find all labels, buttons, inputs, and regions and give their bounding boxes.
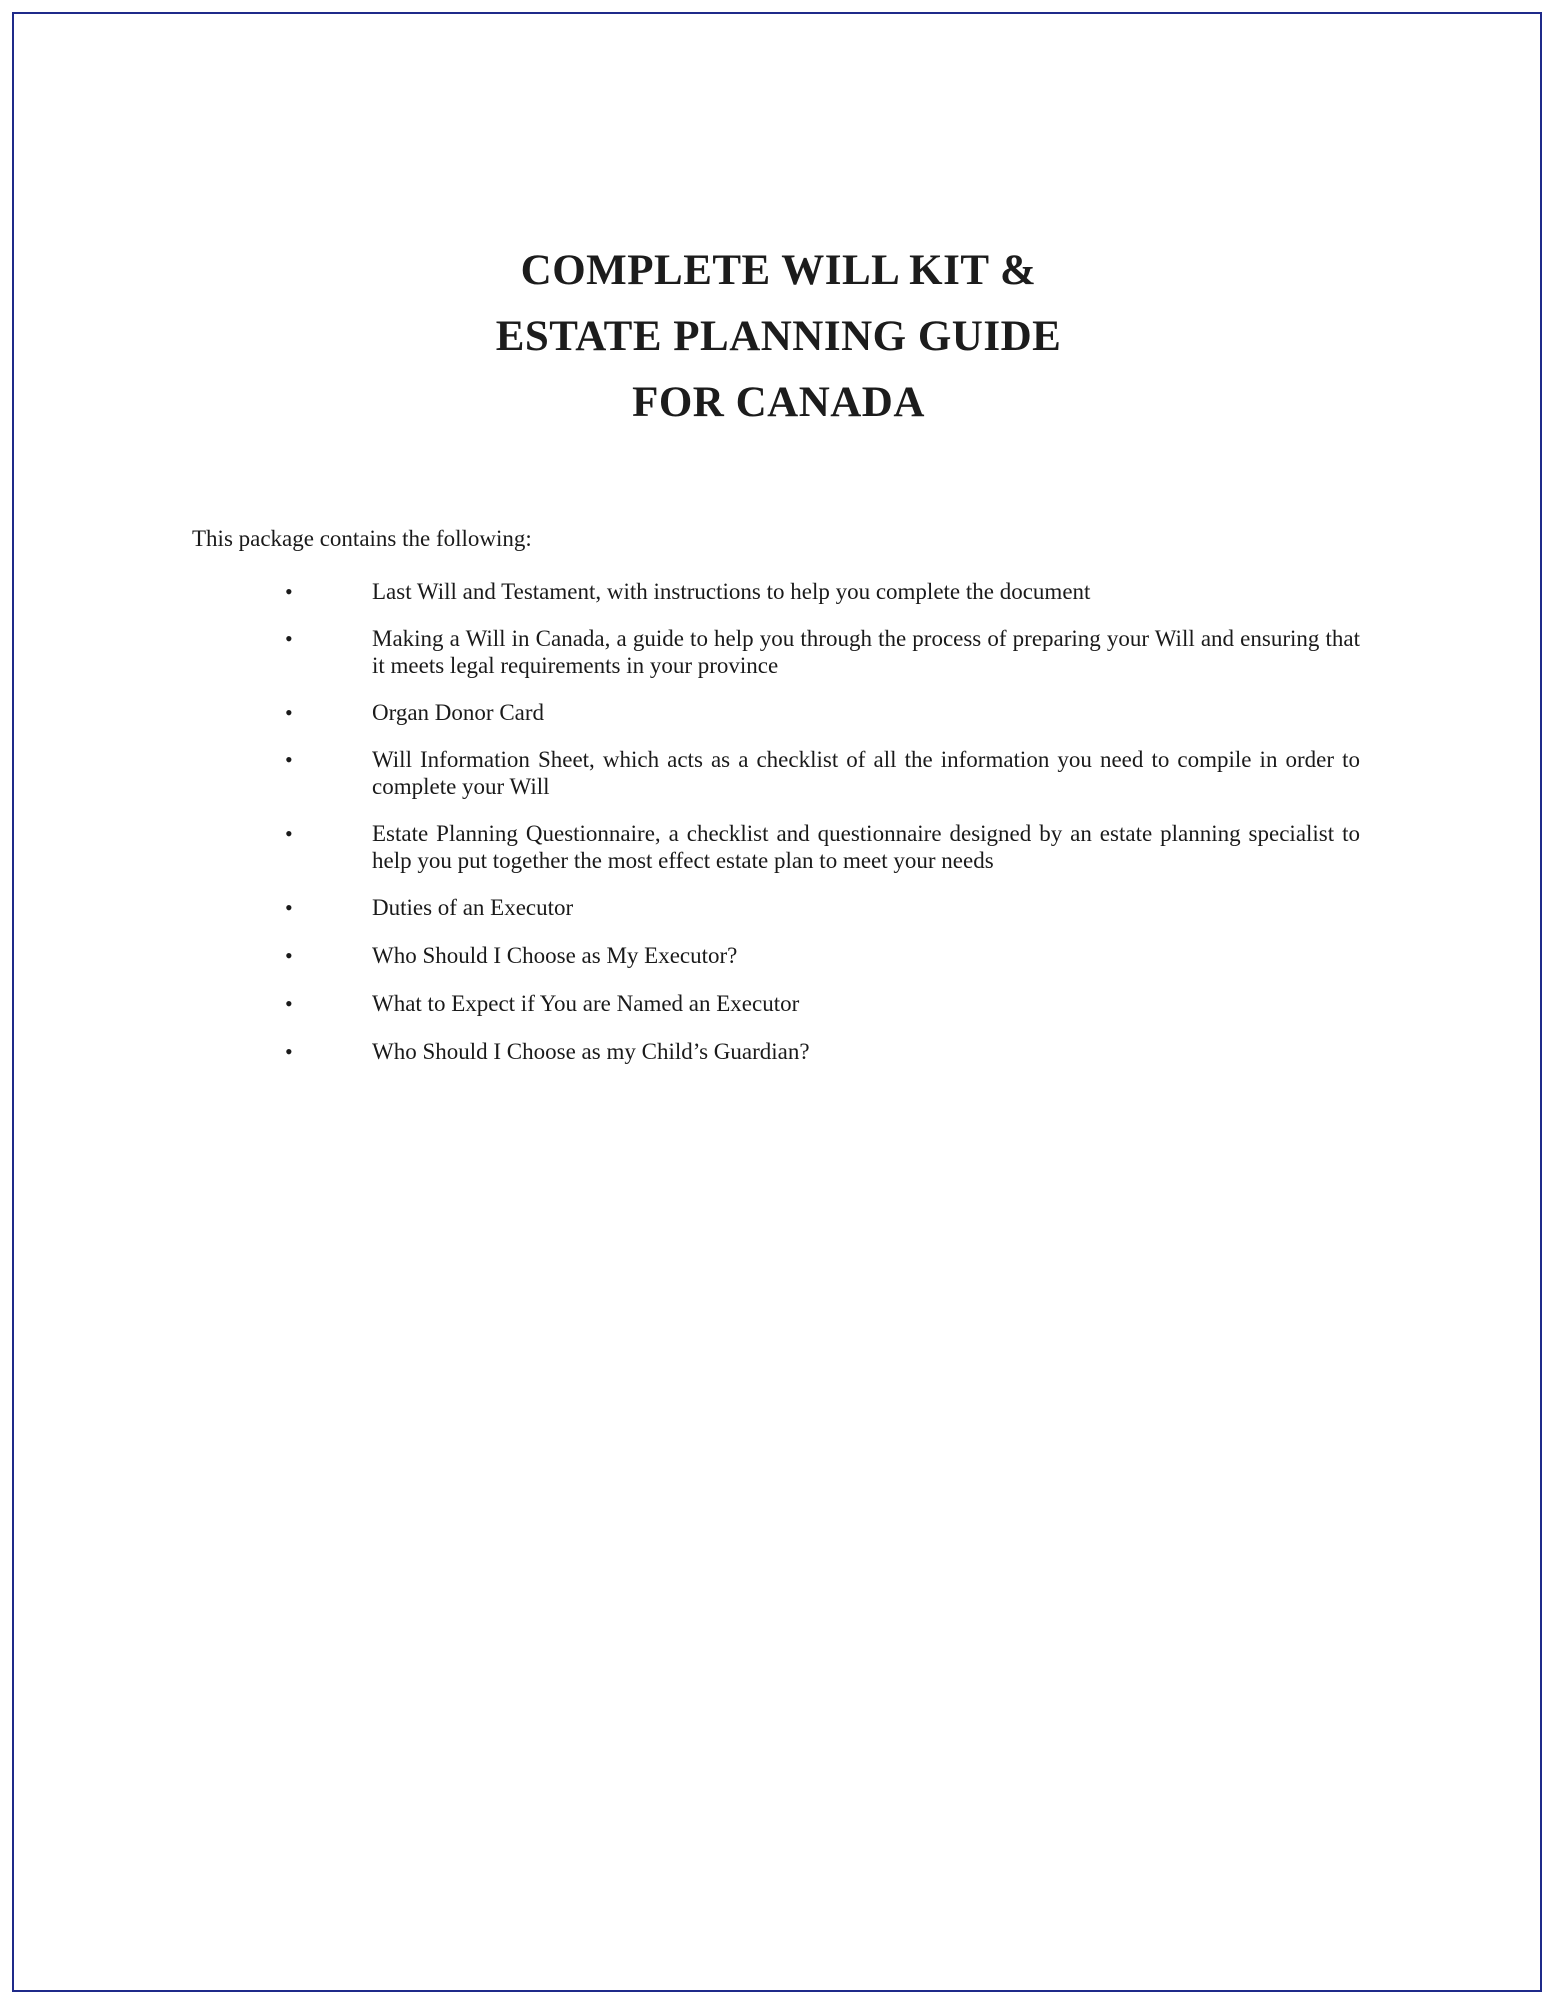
- list-item-text: Making a Will in Canada, a guide to help you through the process of preparing your Will and ensuring that it meets legal requirements in your province: [372, 626, 1360, 678]
- list-item: [280, 699, 1360, 726]
- list-item: [280, 1038, 1360, 1065]
- list-item-text: Estate Planning Questionnaire, a checklist and questionnaire designed by an estate planning specialist to help you put together the most effect estate plan to meet your needs: [372, 821, 1360, 873]
- title-line-1: COMPLETE WILL KIT &: [520, 247, 1037, 294]
- list-item: [280, 990, 1360, 1017]
- list-item-text: What to Expect if You are Named an Executor: [372, 991, 800, 1016]
- list-item: [280, 625, 1360, 679]
- list-item: [280, 894, 1360, 921]
- bullet-icon: •: [285, 943, 293, 968]
- bullet-icon: •: [285, 821, 293, 846]
- list-item-text: Last Will and Testament, with instructions to help you complete the document: [372, 579, 1091, 604]
- list-item-text: Organ Donor Card: [372, 700, 545, 725]
- list-item-text: Will Information Sheet, which acts as a checklist of all the information you need to compile in order to complete your Will: [372, 747, 1360, 799]
- intro-text: This package contains the following:: [192, 526, 532, 551]
- bullet-icon: •: [285, 626, 293, 651]
- bullet-icon: •: [285, 1039, 293, 1064]
- list-item: [280, 578, 1360, 605]
- bullet-icon: •: [285, 700, 293, 725]
- bullet-icon: •: [285, 895, 293, 920]
- list-item-text: Who Should I Choose as My Executor?: [372, 943, 738, 968]
- bullet-icon: •: [285, 747, 293, 772]
- list-item-text: Duties of an Executor: [372, 895, 574, 920]
- bullet-icon: •: [285, 991, 293, 1016]
- title-line-2: ESTATE PLANNING GUIDE: [495, 313, 1062, 360]
- title-line-3: FOR CANADA: [632, 379, 925, 426]
- bullet-icon: •: [285, 579, 293, 604]
- list-item: [280, 746, 1360, 800]
- list-item: [280, 942, 1360, 969]
- document-title: [0, 238, 1557, 436]
- list-item: [280, 820, 1360, 874]
- contents-list: [280, 578, 1360, 1086]
- list-item-text: Who Should I Choose as my Child’s Guardian?: [372, 1039, 810, 1064]
